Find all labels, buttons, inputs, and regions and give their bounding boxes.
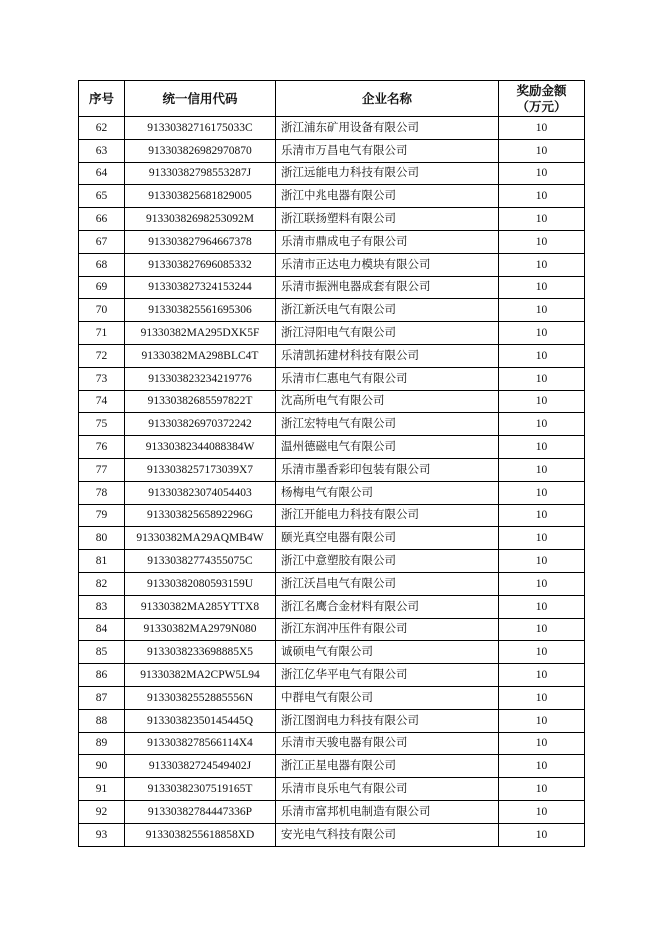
award-amount: 10 <box>499 504 585 527</box>
company-name: 乐清市天骏电器有限公司 <box>276 732 499 755</box>
company-name: 沈高所电气有限公司 <box>276 390 499 413</box>
award-amount: 10 <box>499 778 585 801</box>
company-name: 乐清市鼎成电子有限公司 <box>276 230 499 253</box>
award-amount: 10 <box>499 732 585 755</box>
award-amount: 10 <box>499 185 585 208</box>
award-amount: 10 <box>499 253 585 276</box>
award-amount: 10 <box>499 139 585 162</box>
credit-code: 913303826982970870 <box>125 139 276 162</box>
header-award-amount-label: 奖励金额 <box>516 82 567 98</box>
row-index: 90 <box>79 755 125 778</box>
table-row <box>79 504 585 527</box>
company-name: 安光电气科技有限公司 <box>276 823 499 846</box>
credit-code: 91330382307519165T <box>125 778 276 801</box>
table-row <box>79 686 585 709</box>
credit-code: 91330382685597822T <box>125 390 276 413</box>
company-name: 颐光真空电器有限公司 <box>276 527 499 550</box>
row-index: 81 <box>79 550 125 573</box>
row-index: 75 <box>79 413 125 436</box>
credit-code: 91330382344088384W <box>125 436 276 459</box>
table-row <box>79 208 585 231</box>
row-index: 73 <box>79 367 125 390</box>
award-amount: 10 <box>499 618 585 641</box>
table-row <box>79 800 585 823</box>
credit-code: 91330382716175033C <box>125 117 276 140</box>
credit-code: 91330382774355075C <box>125 550 276 573</box>
row-index: 86 <box>79 664 125 687</box>
row-index: 89 <box>79 732 125 755</box>
company-name: 乐清市墨香彩印包装有限公司 <box>276 458 499 481</box>
table-row <box>79 778 585 801</box>
row-index: 82 <box>79 572 125 595</box>
award-amount: 10 <box>499 299 585 322</box>
credit-code: 91330382MA2CPW5L94 <box>125 664 276 687</box>
credit-code: 91330382798553287J <box>125 162 276 185</box>
table-row <box>79 344 585 367</box>
award-amount: 10 <box>499 390 585 413</box>
company-name: 乐清市富邦机电制造有限公司 <box>276 800 499 823</box>
credit-code: 913303827964667378 <box>125 230 276 253</box>
table-row <box>79 823 585 846</box>
award-amount: 10 <box>499 230 585 253</box>
award-amount: 10 <box>499 322 585 345</box>
row-index: 72 <box>79 344 125 367</box>
header-credit-code: 统一信用代码 <box>125 81 276 117</box>
award-amount: 10 <box>499 572 585 595</box>
table-row <box>79 641 585 664</box>
row-index: 64 <box>79 162 125 185</box>
credit-code: 913303825681829005 <box>125 185 276 208</box>
credit-code: 91330382565892296G <box>125 504 276 527</box>
award-amount: 10 <box>499 709 585 732</box>
credit-code: 91330382784447336P <box>125 800 276 823</box>
company-name: 浙江浔阳电气有限公司 <box>276 322 499 345</box>
company-name: 诚硕电气有限公司 <box>276 641 499 664</box>
credit-code: 913303827324153244 <box>125 276 276 299</box>
award-amount: 10 <box>499 481 585 504</box>
company-name: 浙江图润电力科技有限公司 <box>276 709 499 732</box>
award-amount: 10 <box>499 527 585 550</box>
award-amount: 10 <box>499 550 585 573</box>
credit-code: 9133038233698885X5 <box>125 641 276 664</box>
company-name: 乐清市万昌电气有限公司 <box>276 139 499 162</box>
award-amount: 10 <box>499 641 585 664</box>
row-index: 67 <box>79 230 125 253</box>
company-name: 乐清市振洲电器成套有限公司 <box>276 276 499 299</box>
award-amount: 10 <box>499 686 585 709</box>
row-index: 79 <box>79 504 125 527</box>
credit-code: 913303827696085332 <box>125 253 276 276</box>
credit-code: 913303826970372242 <box>125 413 276 436</box>
row-index: 84 <box>79 618 125 641</box>
table-row <box>79 139 585 162</box>
header-index: 序号 <box>79 81 125 117</box>
table-row <box>79 458 585 481</box>
table-row <box>79 367 585 390</box>
row-index: 70 <box>79 299 125 322</box>
credit-code: 91330382MA2979N080 <box>125 618 276 641</box>
row-index: 68 <box>79 253 125 276</box>
credit-code: 91330382350145445Q <box>125 709 276 732</box>
credit-code: 91330382698253092M <box>125 208 276 231</box>
row-index: 62 <box>79 117 125 140</box>
row-index: 74 <box>79 390 125 413</box>
table-row <box>79 732 585 755</box>
credit-code: 913303823074054403 <box>125 481 276 504</box>
company-name: 乐清市正达电力模块有限公司 <box>276 253 499 276</box>
company-name: 乐清凯拓建材科技有限公司 <box>276 344 499 367</box>
award-amount: 10 <box>499 413 585 436</box>
row-index: 93 <box>79 823 125 846</box>
credit-code: 9133038257173039X7 <box>125 458 276 481</box>
credit-code: 91330382MA295DXK5F <box>125 322 276 345</box>
credit-code: 91330382MA29AQMB4W <box>125 527 276 550</box>
table-row <box>79 276 585 299</box>
table-header <box>79 81 585 117</box>
header-company-name: 企业名称 <box>276 81 499 117</box>
table-row <box>79 436 585 459</box>
award-amount: 10 <box>499 595 585 618</box>
row-index: 88 <box>79 709 125 732</box>
company-name: 浙江联扬塑料有限公司 <box>276 208 499 231</box>
company-name: 浙江东润冲压件有限公司 <box>276 618 499 641</box>
company-name: 浙江远能电力科技有限公司 <box>276 162 499 185</box>
table-row <box>79 299 585 322</box>
table-row <box>79 390 585 413</box>
company-name: 浙江名鹰合金材料有限公司 <box>276 595 499 618</box>
table-row <box>79 481 585 504</box>
row-index: 76 <box>79 436 125 459</box>
company-name: 温州德磁电气有限公司 <box>276 436 499 459</box>
award-table <box>78 80 585 847</box>
table-row <box>79 709 585 732</box>
table-row <box>79 230 585 253</box>
row-index: 85 <box>79 641 125 664</box>
company-name: 浙江正星电器有限公司 <box>276 755 499 778</box>
company-name: 浙江宏特电气有限公司 <box>276 413 499 436</box>
company-name: 浙江中意塑胶有限公司 <box>276 550 499 573</box>
credit-code: 91330382724549402J <box>125 755 276 778</box>
credit-code: 91330382MA285YTTX8 <box>125 595 276 618</box>
row-index: 71 <box>79 322 125 345</box>
award-amount: 10 <box>499 755 585 778</box>
table-row <box>79 322 585 345</box>
table-row <box>79 595 585 618</box>
row-index: 66 <box>79 208 125 231</box>
header-award-amount <box>499 81 585 117</box>
table-row <box>79 755 585 778</box>
company-name: 浙江中兆电器有限公司 <box>276 185 499 208</box>
award-amount: 10 <box>499 162 585 185</box>
award-amount: 10 <box>499 117 585 140</box>
row-index: 78 <box>79 481 125 504</box>
row-index: 77 <box>79 458 125 481</box>
company-name: 浙江新沃电气有限公司 <box>276 299 499 322</box>
company-name: 乐清市良乐电气有限公司 <box>276 778 499 801</box>
table-row <box>79 527 585 550</box>
credit-code: 913303823234219776 <box>125 367 276 390</box>
row-index: 69 <box>79 276 125 299</box>
award-amount: 10 <box>499 208 585 231</box>
company-name: 浙江开能电力科技有限公司 <box>276 504 499 527</box>
table-row <box>79 117 585 140</box>
company-name: 浙江浦东矿用设备有限公司 <box>276 117 499 140</box>
table-row <box>79 618 585 641</box>
row-index: 65 <box>79 185 125 208</box>
table-row <box>79 162 585 185</box>
table-row <box>79 185 585 208</box>
award-amount: 10 <box>499 436 585 459</box>
table-row <box>79 253 585 276</box>
table-row <box>79 572 585 595</box>
header-award-amount-unit: （万元） <box>516 98 567 114</box>
company-name: 浙江亿华平电气有限公司 <box>276 664 499 687</box>
row-index: 91 <box>79 778 125 801</box>
credit-code: 9133038278566114X4 <box>125 732 276 755</box>
company-name: 浙江沃昌电气有限公司 <box>276 572 499 595</box>
row-index: 92 <box>79 800 125 823</box>
credit-code: 913303825561695306 <box>125 299 276 322</box>
credit-code: 91330382080593159U <box>125 572 276 595</box>
award-amount: 10 <box>499 344 585 367</box>
company-name: 杨梅电气有限公司 <box>276 481 499 504</box>
row-index: 80 <box>79 527 125 550</box>
table-row <box>79 413 585 436</box>
company-name: 乐清市仁惠电气有限公司 <box>276 367 499 390</box>
table-row <box>79 664 585 687</box>
row-index: 63 <box>79 139 125 162</box>
company-name: 中群电气有限公司 <box>276 686 499 709</box>
award-amount: 10 <box>499 458 585 481</box>
credit-code: 91330382552885556N <box>125 686 276 709</box>
award-amount: 10 <box>499 664 585 687</box>
award-amount: 10 <box>499 276 585 299</box>
credit-code: 9133038255618858XD <box>125 823 276 846</box>
row-index: 87 <box>79 686 125 709</box>
award-amount: 10 <box>499 800 585 823</box>
award-amount: 10 <box>499 823 585 846</box>
row-index: 83 <box>79 595 125 618</box>
table-row <box>79 550 585 573</box>
credit-code: 91330382MA298BLC4T <box>125 344 276 367</box>
award-amount: 10 <box>499 367 585 390</box>
